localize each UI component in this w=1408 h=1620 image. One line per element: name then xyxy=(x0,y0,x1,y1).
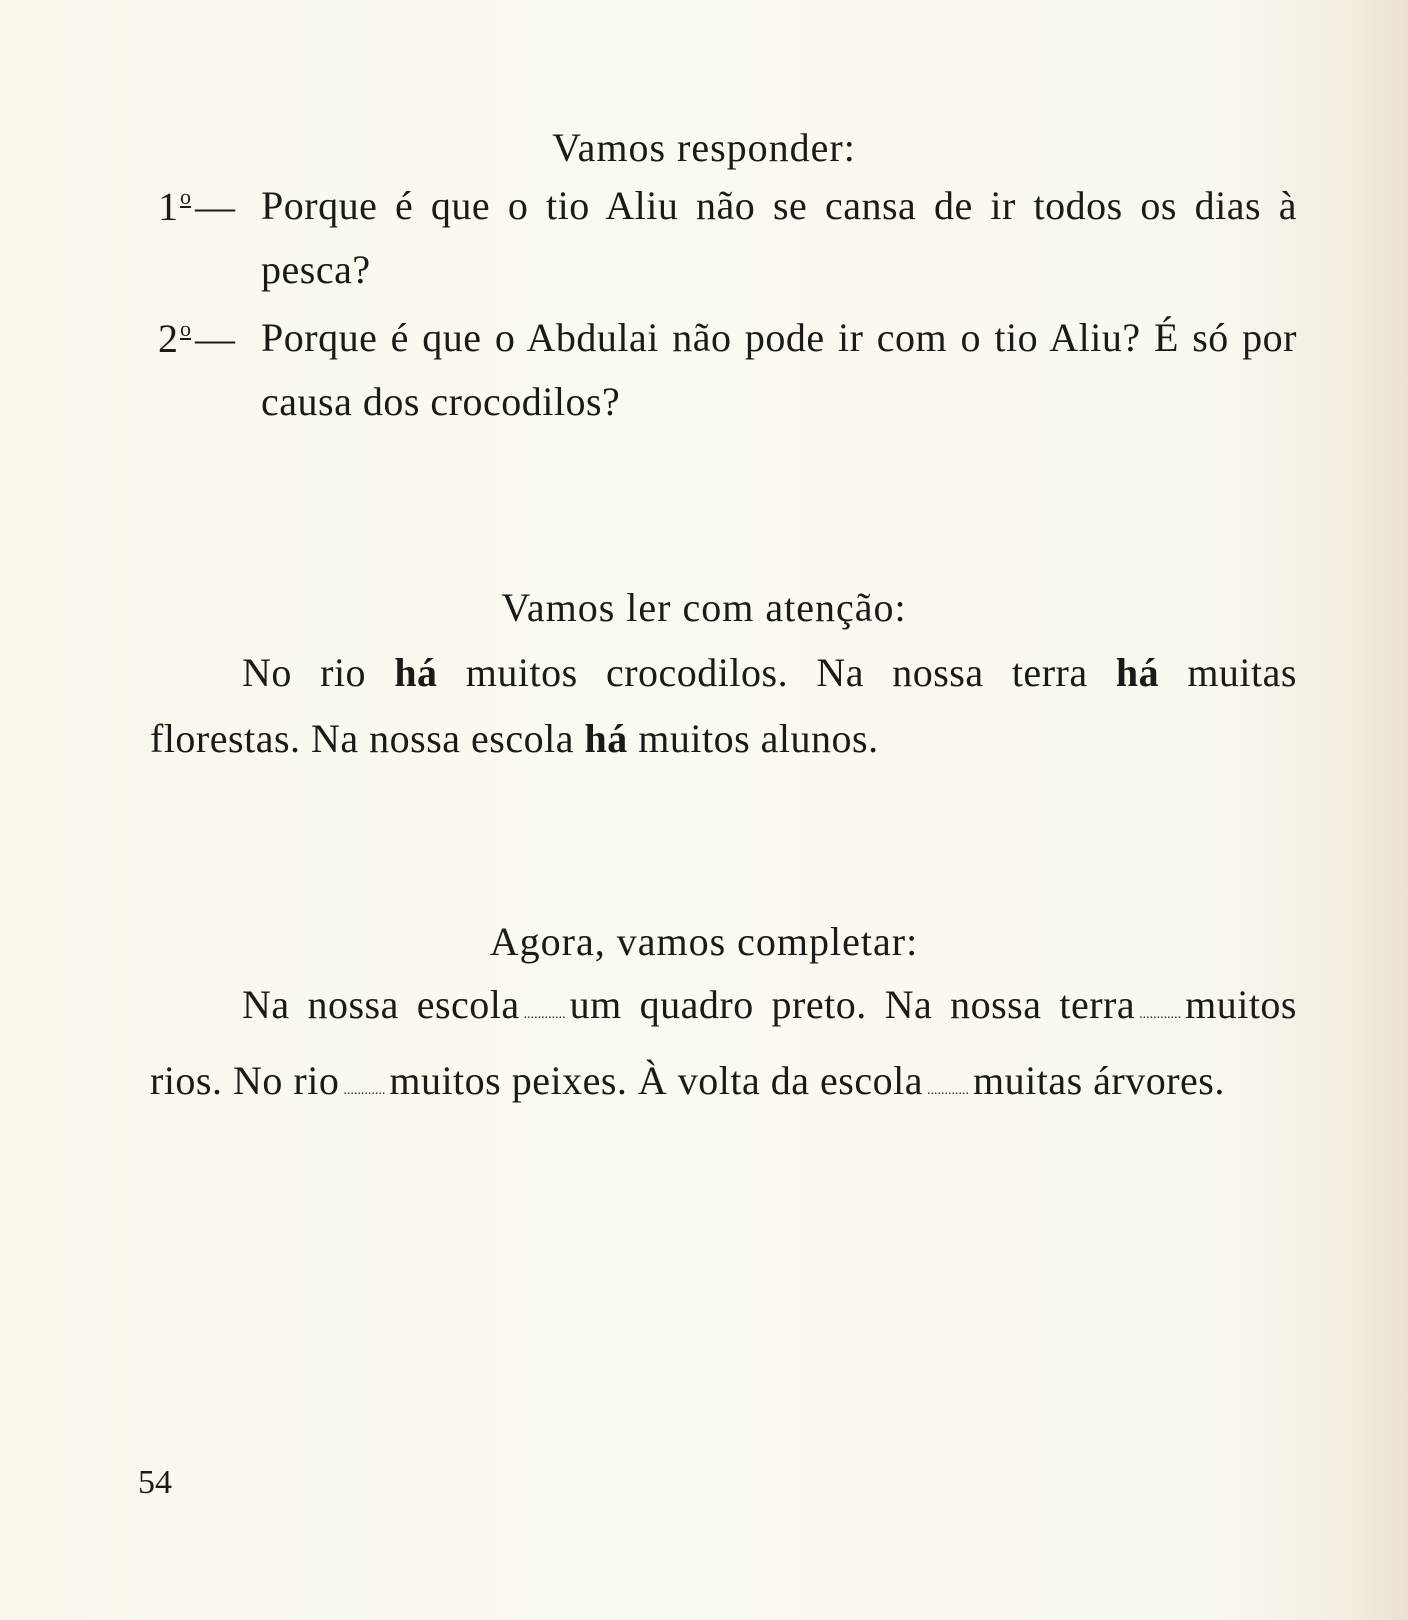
emphasis-ha-3: há xyxy=(584,716,628,761)
fill-text-3: muitos rios. No rio xyxy=(150,982,1297,1103)
question-number-2-ordinal: o xyxy=(180,316,191,341)
emphasis-ha-1: há xyxy=(394,650,438,695)
question-number-2 xyxy=(158,318,235,359)
fill-text-2: um quadro preto. Na nossa terra xyxy=(569,982,1136,1027)
reading-text-3: muitas florestas. Na nossa escola xyxy=(150,650,1297,761)
blank-3: ............ xyxy=(343,1083,386,1098)
question-number-2-dash: — xyxy=(195,316,235,361)
question-number-1 xyxy=(158,186,235,227)
fill-text-1: Na nossa escola xyxy=(242,982,520,1027)
blank-4: ............ xyxy=(926,1083,969,1098)
section-heading-responder: Vamos responder: xyxy=(552,125,856,170)
reading-paragraph xyxy=(150,640,1297,772)
fill-text-4: muitos peixes. À volta da escola xyxy=(389,1058,923,1103)
blank-1: ............ xyxy=(523,1007,566,1022)
reading-text-1: No rio xyxy=(242,650,395,695)
section-heading-completar: Agora, vamos completar: xyxy=(489,919,919,964)
question-number-1-dash: — xyxy=(195,184,235,229)
question-1-text: Porque é que o tio Aliu não se cansa de ir todos os dias à pesca? xyxy=(261,183,1297,292)
blank-2: ............ xyxy=(1139,1007,1182,1022)
question-number-2-digit: 2 xyxy=(158,316,178,361)
section-heading-ler: Vamos ler com atenção: xyxy=(501,585,907,630)
question-number-1-ordinal: o xyxy=(180,184,191,209)
reading-text-2: muitos crocodilos. Na nossa terra xyxy=(437,650,1116,695)
reading-text-4: muitos alunos. xyxy=(627,716,879,761)
question-number-1-digit: 1 xyxy=(158,184,178,229)
emphasis-ha-2: há xyxy=(1115,650,1160,695)
page-number: 54 xyxy=(138,1464,172,1501)
fill-text-5: muitas árvores. xyxy=(972,1058,1225,1103)
question-2-text: Porque é que o Abdulai não pode ir com o tio Aliu? É só por causa dos crocodilos? xyxy=(261,315,1297,424)
fill-in-paragraph xyxy=(150,972,1297,1124)
